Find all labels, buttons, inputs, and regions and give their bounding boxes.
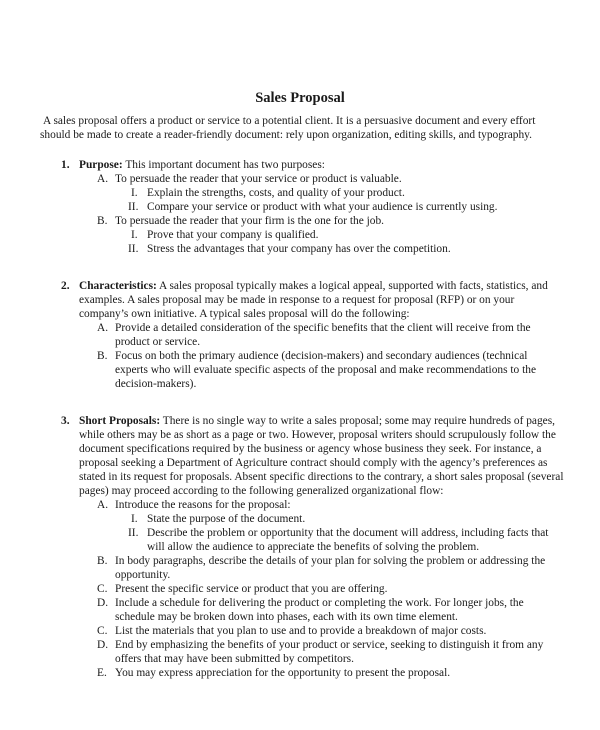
item-marker: A.	[97, 322, 109, 334]
item-text: In body paragraphs, describe the details of your plan for solving the problem or addressing the	[115, 555, 546, 567]
item-text: offers that may have been submitted by competitors.	[115, 653, 354, 665]
item-marker: C.	[97, 583, 108, 595]
section-text-line: pages) may proceed according to the following generalized organizational flow:	[79, 485, 444, 497]
item-text: To persuade the reader that your firm is the one for the job.	[115, 215, 385, 227]
item-text: Include a schedule for delivering the product or completing the work. For longer jobs, the	[115, 597, 524, 609]
item-marker: C.	[97, 625, 108, 637]
section-first-line	[79, 279, 548, 293]
item-text: End by emphasizing the benefits of your product or service, seeking to distinguish it from any	[115, 639, 544, 651]
subitem-marker: I.	[131, 187, 138, 199]
item-text: Present the specific service or product that you are offering.	[115, 583, 388, 595]
item-text: schedule may be broken down into phases, each with its own time element.	[115, 611, 458, 623]
item-marker: A.	[97, 499, 109, 511]
subitem-marker: I.	[131, 513, 138, 525]
section-text-line: examples. A sales proposal may be made in response to a request for proposal (RFP) or on your	[79, 294, 515, 306]
intro-line: A sales proposal offers a product or service to a potential client. It is a persuasive document and every effort	[43, 115, 536, 127]
section-text: There is no single way to write a sales proposal; some may require hundreds of pages,	[160, 415, 556, 427]
item-text: opportunity.	[115, 569, 171, 581]
section-text-line: document specifications required by the business or agency whose business they seek. For instance, a	[79, 443, 542, 455]
section-number: 2.	[61, 280, 70, 292]
item-text: decision-makers).	[115, 378, 197, 390]
subitem-marker: II.	[128, 243, 139, 255]
intro-line: should be made to create a reader-friendly document: rely upon organization, editing skills, and typography.	[40, 129, 532, 141]
subitem-text: State the purpose of the document.	[147, 513, 306, 525]
subitem-marker: I.	[131, 229, 138, 241]
subitem-marker: II.	[128, 527, 139, 539]
item-text: Introduce the reasons for the proposal:	[115, 499, 291, 511]
section-text-line: while others may be as short as a page or two. However, proposal writers should scrupulously follow the	[79, 429, 556, 441]
section-first-line	[79, 158, 325, 172]
section-text-line: proposal seeking a Department of Agriculture contract should comply with the agency’s preferences as	[79, 457, 548, 469]
section-text: A sales proposal typically makes a logical appeal, supported with facts, statistics, and	[156, 280, 548, 292]
item-marker: A.	[97, 173, 109, 185]
item-marker: B.	[97, 350, 108, 362]
item-text: Focus on both the primary audience (decision-makers) and secondary audiences (technical	[115, 350, 528, 362]
item-text: List the materials that you plan to use and to provide a breakdown of major costs.	[115, 625, 487, 637]
section-heading: Characteristics:	[79, 280, 157, 292]
section-number: 1.	[61, 159, 70, 171]
item-marker: B.	[97, 555, 108, 567]
subitem-marker: II.	[128, 201, 139, 213]
item-text: Provide a detailed consideration of the specific benefits that the client will receive from the	[115, 322, 531, 334]
section-heading: Purpose:	[79, 159, 123, 171]
section-first-line	[79, 414, 555, 428]
subitem-text: Describe the problem or opportunity that the document will address, including facts that	[147, 527, 549, 539]
item-marker: D.	[97, 639, 109, 651]
section-heading: Short Proposals:	[79, 415, 161, 427]
item-marker: D.	[97, 597, 109, 609]
section-text-line: stated in its request for proposals. Absent specific directions to the contrary, a short sales proposal (several	[79, 471, 564, 483]
subitem-text: will allow the audience to appreciate the benefits of solving the problem.	[147, 541, 480, 553]
item-marker: E.	[97, 667, 107, 679]
item-text: You may express appreciation for the opportunity to present the proposal.	[115, 667, 451, 679]
section-text: This important document has two purposes:	[122, 159, 325, 171]
subitem-text: Explain the strengths, costs, and quality of your product.	[147, 187, 405, 199]
item-marker: B.	[97, 215, 108, 227]
item-text: To persuade the reader that your service or product is valuable.	[115, 173, 402, 185]
item-text: product or service.	[115, 336, 201, 348]
section-number: 3.	[61, 415, 70, 427]
document-title: Sales Proposal	[255, 90, 345, 106]
section-text-line: company’s own initiative. A typical sales proposal will do the following:	[79, 308, 410, 320]
subitem-text: Compare your service or product with what your audience is currently using.	[147, 201, 498, 213]
subitem-text: Stress the advantages that your company has over the competition.	[147, 243, 451, 255]
item-text: experts who will evaluate specific aspects of the proposal and make recommendations to the	[115, 364, 536, 376]
subitem-text: Prove that your company is qualified.	[147, 229, 319, 241]
